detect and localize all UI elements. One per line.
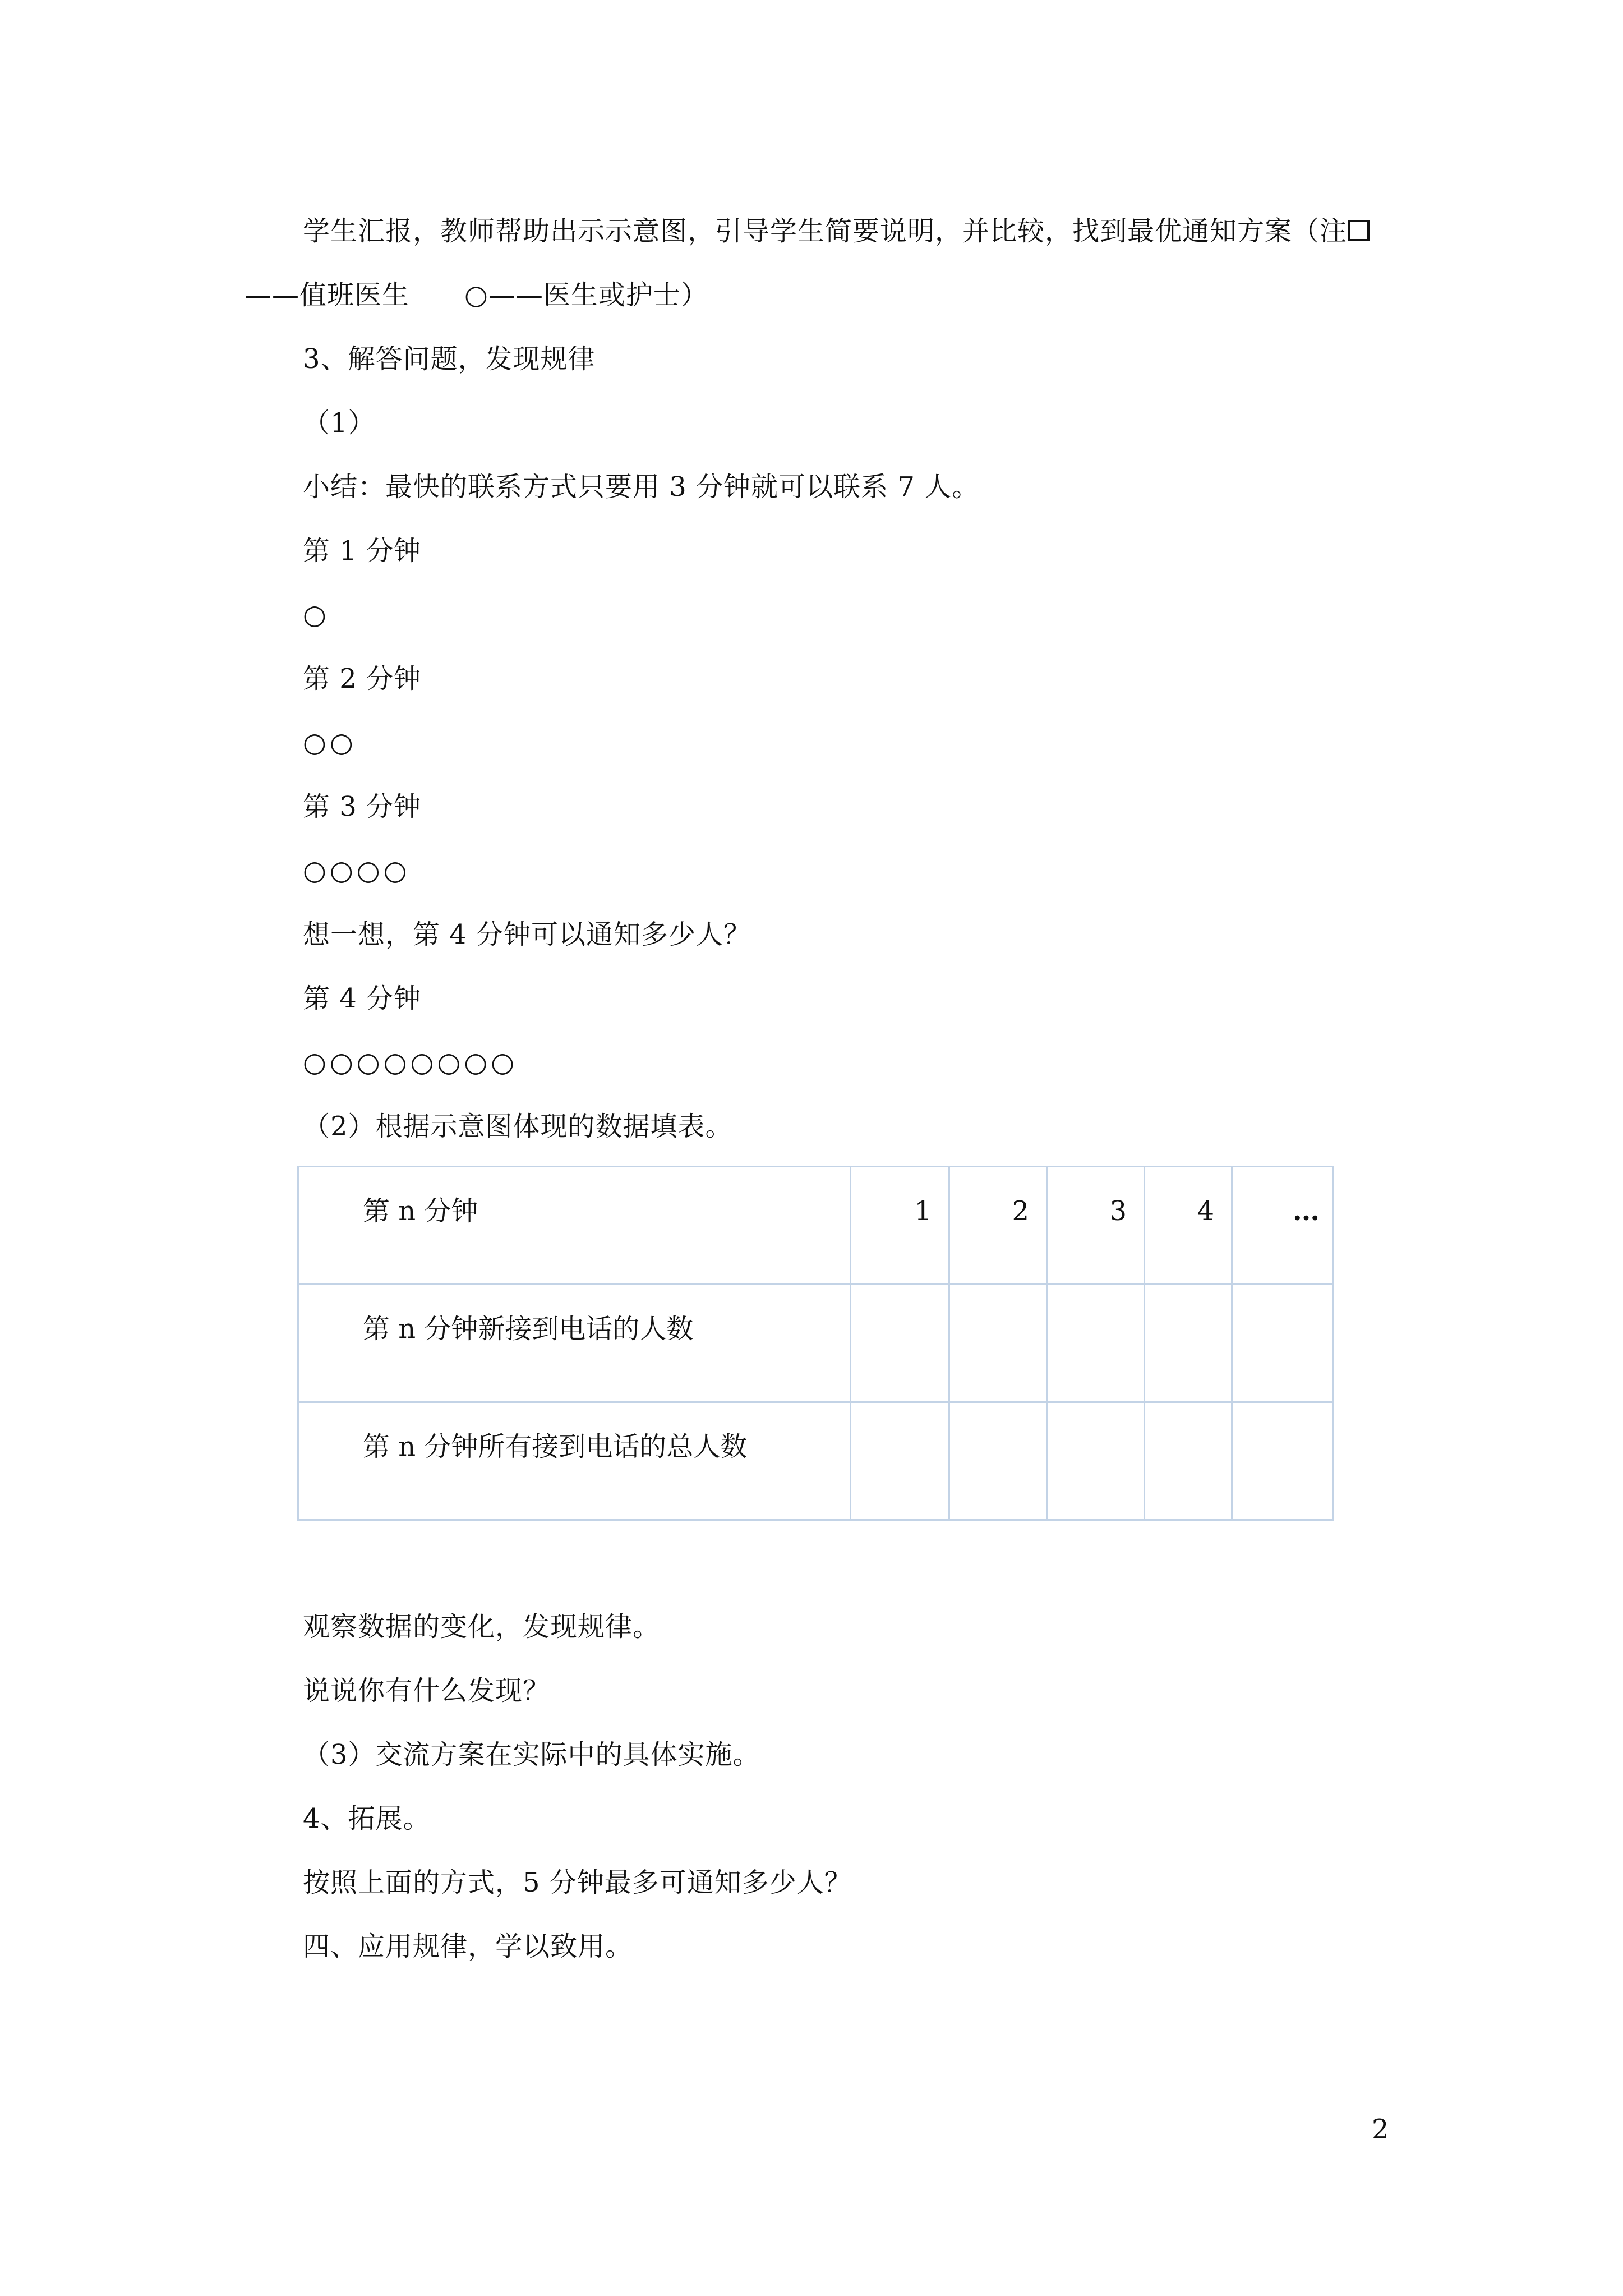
paragraph-observe: 观察数据的变化，发现规律。: [303, 1611, 661, 1642]
paragraph-legend: ——值班医生 ○——医生或护士）: [245, 279, 708, 311]
table-cell: [949, 1402, 1047, 1520]
minute-1-label: 第 1 分钟: [303, 535, 422, 567]
subheading-part-3: （3）交流方案在实际中的具体实施。: [303, 1739, 760, 1770]
table-row: [298, 1167, 1333, 1285]
table-header-label: 第 n 分钟: [298, 1167, 851, 1285]
table-row: [298, 1402, 1333, 1520]
table-header-cell: 4: [1145, 1167, 1232, 1285]
minute-2-label: 第 2 分钟: [303, 663, 422, 694]
table-cell: [1232, 1402, 1333, 1520]
minute-4-label: 第 4 分钟: [303, 983, 422, 1014]
heading-apply-rule: 四、应用规律，学以致用。: [303, 1931, 633, 1962]
paragraph-discover: 说说你有什么发现？: [303, 1675, 551, 1706]
table-cell: [1145, 1285, 1232, 1402]
minute-4-circles: ○○○○○○○○: [303, 1047, 518, 1078]
table-cell: [851, 1402, 949, 1520]
table-row-label: 第 n 分钟所有接到电话的总人数: [298, 1402, 851, 1520]
minute-2-circles: ○○: [303, 727, 357, 758]
page-number: 2: [1372, 2114, 1389, 2145]
table-cell: [1047, 1285, 1145, 1402]
paragraph-report-text: 学生汇报，教师帮助出示示意图，引导学生简要说明，并比较，找到最优通知方案（注: [303, 215, 1348, 247]
paragraph-summary: 小结：最快的联系方式只要用 3 分钟就可以联系 7 人。: [303, 471, 980, 503]
minute-3-circles: ○○○○: [303, 855, 411, 886]
heading-solve-problem: 3、解答问题，发现规律: [303, 343, 596, 375]
table-cell: [851, 1285, 949, 1402]
table-cell: [1047, 1402, 1145, 1520]
square-symbol-icon: [1348, 220, 1370, 241]
table-header-cell: 2: [949, 1167, 1047, 1285]
data-table: [297, 1166, 1334, 1521]
heading-extension: 4、拓展。: [303, 1803, 431, 1834]
minute-1-circles: ○: [303, 599, 330, 631]
table-row-label: 第 n 分钟新接到电话的人数: [298, 1285, 851, 1402]
table-cell: [1145, 1402, 1232, 1520]
table-header-cell: …: [1232, 1167, 1333, 1285]
subheading-part-2: （2）根据示意图体现的数据填表。: [303, 1111, 733, 1142]
table-header-cell: 1: [851, 1167, 949, 1285]
minute-3-label: 第 3 分钟: [303, 791, 422, 822]
table-row: [298, 1285, 1333, 1402]
table-cell: [1232, 1285, 1333, 1402]
paragraph-report: [303, 214, 1370, 248]
table-cell: [949, 1285, 1047, 1402]
table-header-cell: 3: [1047, 1167, 1145, 1285]
paragraph-extension-question: 按照上面的方式，5 分钟最多可通知多少人？: [303, 1867, 852, 1898]
paragraph-think: 想一想，第 4 分钟可以通知多少人？: [303, 919, 751, 950]
subheading-part-1: （1）: [303, 407, 376, 439]
